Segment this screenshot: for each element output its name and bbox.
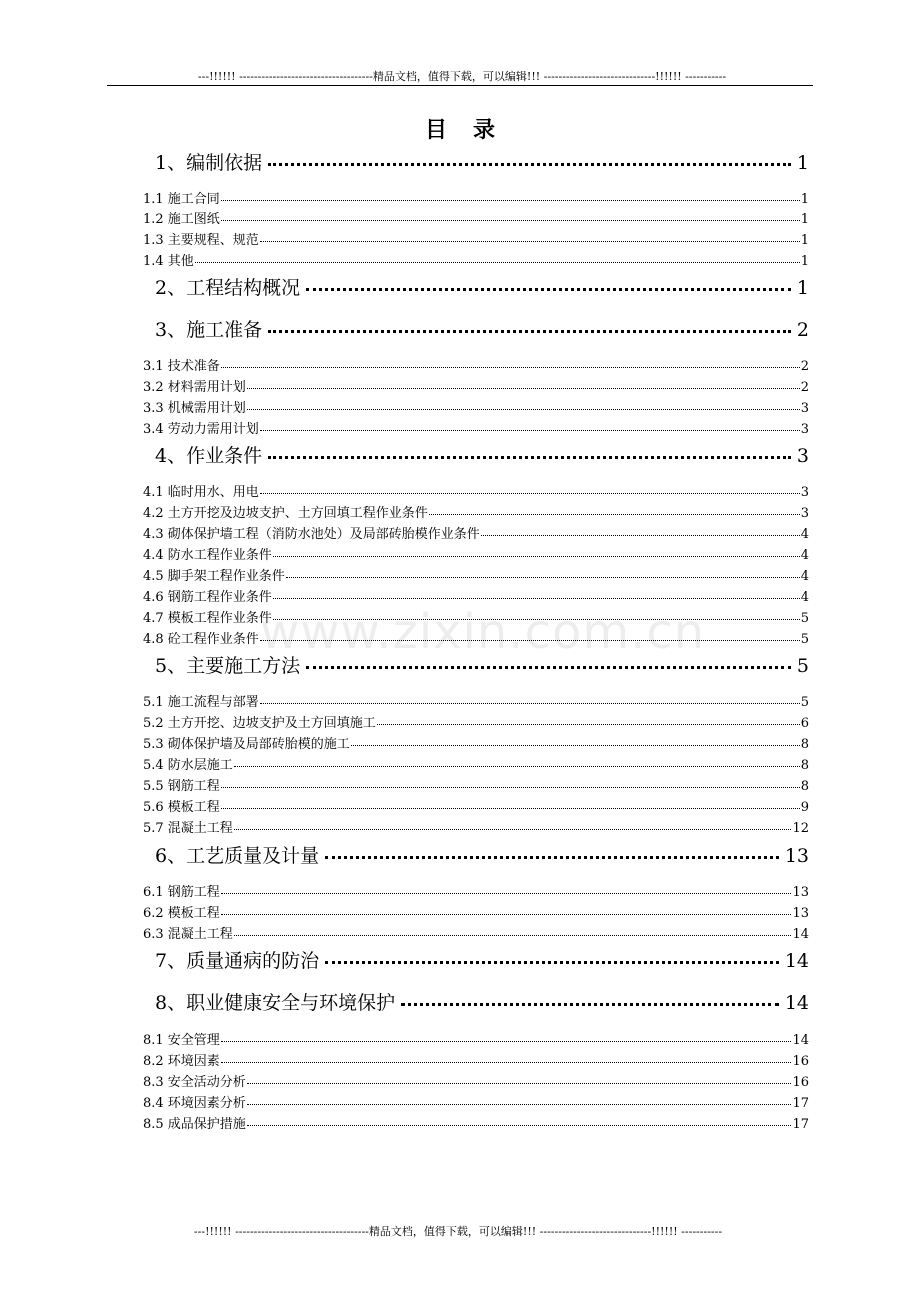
toc-dot-leader [234,766,800,767]
toc-entry-label: 4.1 临时用水、用电 [143,485,259,500]
toc-section[interactable] [143,1050,809,1069]
toc-entry-label: 8.4 环境因素分析 [143,1096,246,1111]
toc-page-number: 5 [800,632,809,647]
toc-entry-label: 8.2 环境因素 [143,1054,220,1069]
toc-entry-label: 4.7 模板工程作业条件 [143,611,272,626]
toc-page-number: 8 [800,779,809,794]
toc-page-number: 2 [800,380,809,395]
toc-dot-leader [234,829,792,830]
toc-entry-label: 4、作业条件 [155,445,263,467]
toc-dot-leader [221,893,792,894]
toc-entry-label: 4.4 防水工程作业条件 [143,548,272,563]
toc-dot-leader [221,1062,792,1063]
toc-section[interactable] [143,881,809,900]
toc-dot-leader [221,367,800,368]
toc-chapter[interactable] [155,841,809,868]
toc-page-number: 14 [784,992,809,1014]
toc-entry-label: 1、编制依据 [155,152,263,174]
toc-entry-label: 5.1 施工流程与部署 [143,695,259,710]
toc-dot-leader [260,703,800,704]
page-footer: ---!!!!!! ------------------------------------精品文档，值得下载，可以编辑!!! ------------------------------!!!!!! ----------- [193,1225,723,1238]
toc-section[interactable] [143,544,809,563]
toc-dot-leader [286,577,800,578]
page-header: ---!!!!!! ------------------------------------精品文档，值得下载，可以编辑!!! ------------------------------!!!!!! ----------- [197,70,727,83]
toc-dot-leader [221,787,800,788]
toc-entry-label: 5.3 砌体保护墙及局部砖胎模的施工 [143,737,350,752]
toc-page-number: 4 [800,569,809,584]
toc-dot-leader [273,556,800,557]
toc-page-number: 5 [800,695,809,710]
toc-section[interactable] [143,796,809,815]
toc-section[interactable] [143,691,809,710]
toc-section[interactable] [143,502,809,521]
toc-section[interactable] [143,397,809,416]
toc-section[interactable] [143,250,809,269]
toc-dot-leader [247,1083,792,1084]
watermark: www.zixin.com.cn [260,604,706,660]
toc-page-number: 13 [784,845,809,867]
toc-page-number: 4 [800,590,809,605]
toc-page-number: 12 [792,821,809,836]
page-title: 目录 [424,117,521,143]
toc-dot-leader [260,640,800,641]
toc-section[interactable] [143,902,809,921]
toc-page-number: 14 [792,1033,809,1048]
toc-dot-leader [481,535,800,536]
toc-entry-label: 1.3 主要规程、规范 [143,233,259,248]
toc-section[interactable] [143,208,809,227]
toc-dot-leader [221,808,800,809]
toc-dot-leader [273,619,800,620]
toc-page-number: 4 [800,548,809,563]
toc-entry-label: 3.4 劳动力需用计划 [143,422,259,437]
toc-section[interactable] [143,565,809,584]
toc-section[interactable] [143,376,809,395]
toc-page-number: 4 [800,527,809,542]
toc-dot-leader [377,724,800,725]
toc-dot-leader [429,514,800,515]
toc-dot-leader [306,288,791,291]
toc-chapter[interactable] [155,988,809,1015]
toc-entry-label: 3.3 机械需用计划 [143,401,246,416]
toc-page-number: 16 [792,1054,809,1069]
toc-entry-label: 7、质量通病的防治 [155,950,320,972]
toc-dot-leader [247,409,800,410]
toc-dot-leader [351,745,800,746]
toc-dot-leader [260,241,800,242]
toc-entry-label: 2、工程结构概况 [155,277,301,299]
toc-entry-label: 5.7 混凝土工程 [143,821,233,836]
toc-page-number: 1 [800,233,809,248]
toc-dot-leader [195,262,800,263]
toc-entry-label: 8.3 安全活动分析 [143,1075,246,1090]
toc-dot-leader [325,961,779,964]
toc-page-number: 14 [784,950,809,972]
toc-dot-leader [260,493,800,494]
toc-entry-label: 6.2 模板工程 [143,906,220,921]
toc-section[interactable] [143,733,809,752]
toc-section[interactable] [143,188,809,207]
toc-entry-label: 6.3 混凝土工程 [143,927,233,942]
toc-page-number: 6 [800,716,809,731]
toc-dot-leader [247,1125,792,1126]
toc-page-number: 5 [796,655,809,677]
toc-entry-label: 5.2 土方开挖、边坡支护及土方回填施工 [143,716,376,731]
toc-dot-leader [234,935,792,936]
toc-section[interactable] [143,607,809,626]
toc-dot-leader [221,220,800,221]
toc-section[interactable] [143,586,809,605]
toc-page-number: 17 [792,1117,809,1132]
toc-section[interactable] [143,754,809,773]
toc-entry-label: 1.1 施工合同 [143,192,220,207]
toc-page-number: 17 [792,1096,809,1111]
toc-dot-leader [247,1104,792,1105]
toc-section[interactable] [143,229,809,248]
toc-dot-leader [247,388,800,389]
toc-page-number: 8 [800,737,809,752]
toc-chapter[interactable] [155,273,809,300]
toc-page-number: 1 [800,212,809,227]
toc-entry-label: 3.1 技术准备 [143,359,220,374]
toc-page-number: 3 [800,506,809,521]
toc-dot-leader [401,1003,779,1006]
toc-page-number: 5 [800,611,809,626]
toc-section[interactable] [143,418,809,437]
toc-entry-label: 1.2 施工图纸 [143,212,220,227]
toc-entry-label: 3、施工准备 [155,319,263,341]
toc-page-number: 9 [800,800,809,815]
toc-entry-label: 4.2 土方开挖及边坡支护、土方回填工程作业条件 [143,506,428,521]
toc-entry-label: 8、职业健康安全与环境保护 [155,992,396,1014]
toc-entry-label: 3.2 材料需用计划 [143,380,246,395]
toc-entry-label: 6、工艺质量及计量 [155,845,320,867]
toc-page-number: 3 [800,401,809,416]
toc-entry-label: 4.8 砼工程作业条件 [143,632,259,647]
toc-section[interactable] [143,523,809,542]
toc-entry-label: 5.6 模板工程 [143,800,220,815]
toc-dot-leader [268,456,791,459]
toc-entry-label: 6.1 钢筋工程 [143,885,220,900]
toc-section[interactable] [143,817,809,836]
toc-entry-label: 5.4 防水层施工 [143,758,233,773]
toc-entry-label: 4.3 砌体保护墙工程（消防水池处）及局部砖胎模作业条件 [143,527,480,542]
toc-chapter[interactable] [155,946,809,973]
toc-page-number: 3 [800,485,809,500]
toc-page-number: 16 [792,1075,809,1090]
toc-dot-leader [268,163,791,166]
toc-chapter[interactable] [155,315,809,342]
toc-page-number: 3 [796,445,809,467]
toc-page-number: 13 [792,885,809,900]
toc-section[interactable] [143,628,809,647]
toc-section[interactable] [143,775,809,794]
toc-entry-label: 5、主要施工方法 [155,655,301,677]
toc-page-number: 13 [792,906,809,921]
toc-dot-leader [273,598,800,599]
toc-page-number: 1 [800,254,809,269]
toc-dot-leader [221,914,792,915]
toc-entry-label: 4.5 脚手架工程作业条件 [143,569,285,584]
toc-entry-label: 8.5 成品保护措施 [143,1117,246,1132]
toc-dot-leader [306,666,791,669]
toc-section[interactable] [143,481,809,500]
toc-dot-leader [325,856,779,859]
toc-chapter[interactable] [155,651,809,678]
toc-page-number: 1 [800,192,809,207]
toc-entry-label: 1.4 其他 [143,254,194,269]
toc-dot-leader [268,330,791,333]
toc-chapter[interactable] [155,148,809,175]
toc-section[interactable] [143,1071,809,1090]
toc-chapter[interactable] [155,441,809,468]
toc-dot-leader [221,200,800,201]
toc-entry-label: 8.1 安全管理 [143,1033,220,1048]
toc-page-number: 8 [800,758,809,773]
toc-section[interactable] [143,1092,809,1111]
toc-page-number: 1 [796,277,809,299]
toc-page-number: 2 [800,359,809,374]
toc-page-number: 3 [800,422,809,437]
toc-entry-label: 4.6 钢筋工程作业条件 [143,590,272,605]
toc-page-number: 14 [792,927,809,942]
toc-section[interactable] [143,712,809,731]
toc-dot-leader [221,1041,792,1042]
toc-dot-leader [260,430,800,431]
toc-section[interactable] [143,923,809,942]
toc-page-number: 1 [796,152,809,174]
toc-section[interactable] [143,1113,809,1132]
toc-section[interactable] [143,1029,809,1048]
toc-entry-label: 5.5 钢筋工程 [143,779,220,794]
toc-page-number: 2 [796,319,809,341]
toc-section[interactable] [143,355,809,374]
